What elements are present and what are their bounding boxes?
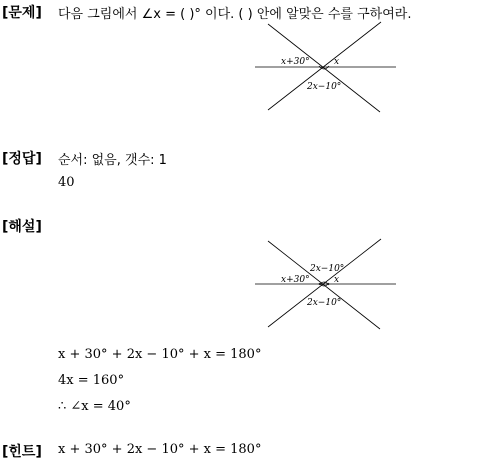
solution-line-1	[268, 241, 380, 329]
problem-label: [문제]	[2, 5, 42, 21]
answer-label: [정답]	[2, 151, 42, 167]
problem-fig-left-label: x+30°	[281, 57, 310, 67]
solution-label: [해설]	[2, 219, 42, 235]
problem-fig-bottom-label: 2x−10°	[307, 82, 342, 92]
problem-line-1	[268, 24, 380, 112]
answer-value: 40	[58, 175, 75, 190]
problem-text: 다음 그림에서 ∠x = ( )° 이다. ( ) 안에 알맞은 수를 구하여라.	[58, 7, 412, 22]
answer-order-text: 순서: 없음, 갯수: 1	[58, 153, 167, 168]
hint-label: [힌트]	[2, 444, 42, 460]
solution-fig-top-label: 2x−10°	[310, 264, 345, 274]
solution-fig-bottom-label: 2x−10°	[307, 298, 342, 308]
solution-step-2: 4x = 160°	[58, 373, 125, 388]
solution-fig-right-label: x	[334, 275, 340, 285]
hint-text: x + 30° + 2x − 10° + x = 180°	[58, 442, 262, 457]
solution-step-1: x + 30° + 2x − 10° + x = 180°	[58, 347, 262, 362]
solution-figure	[250, 237, 400, 332]
solution-step-3: ∴ ∠x = 40°	[58, 399, 131, 414]
solution-fig-left-label: x+30°	[281, 275, 310, 285]
problem-fig-right-label: x	[334, 57, 340, 67]
problem-figure	[250, 20, 400, 115]
